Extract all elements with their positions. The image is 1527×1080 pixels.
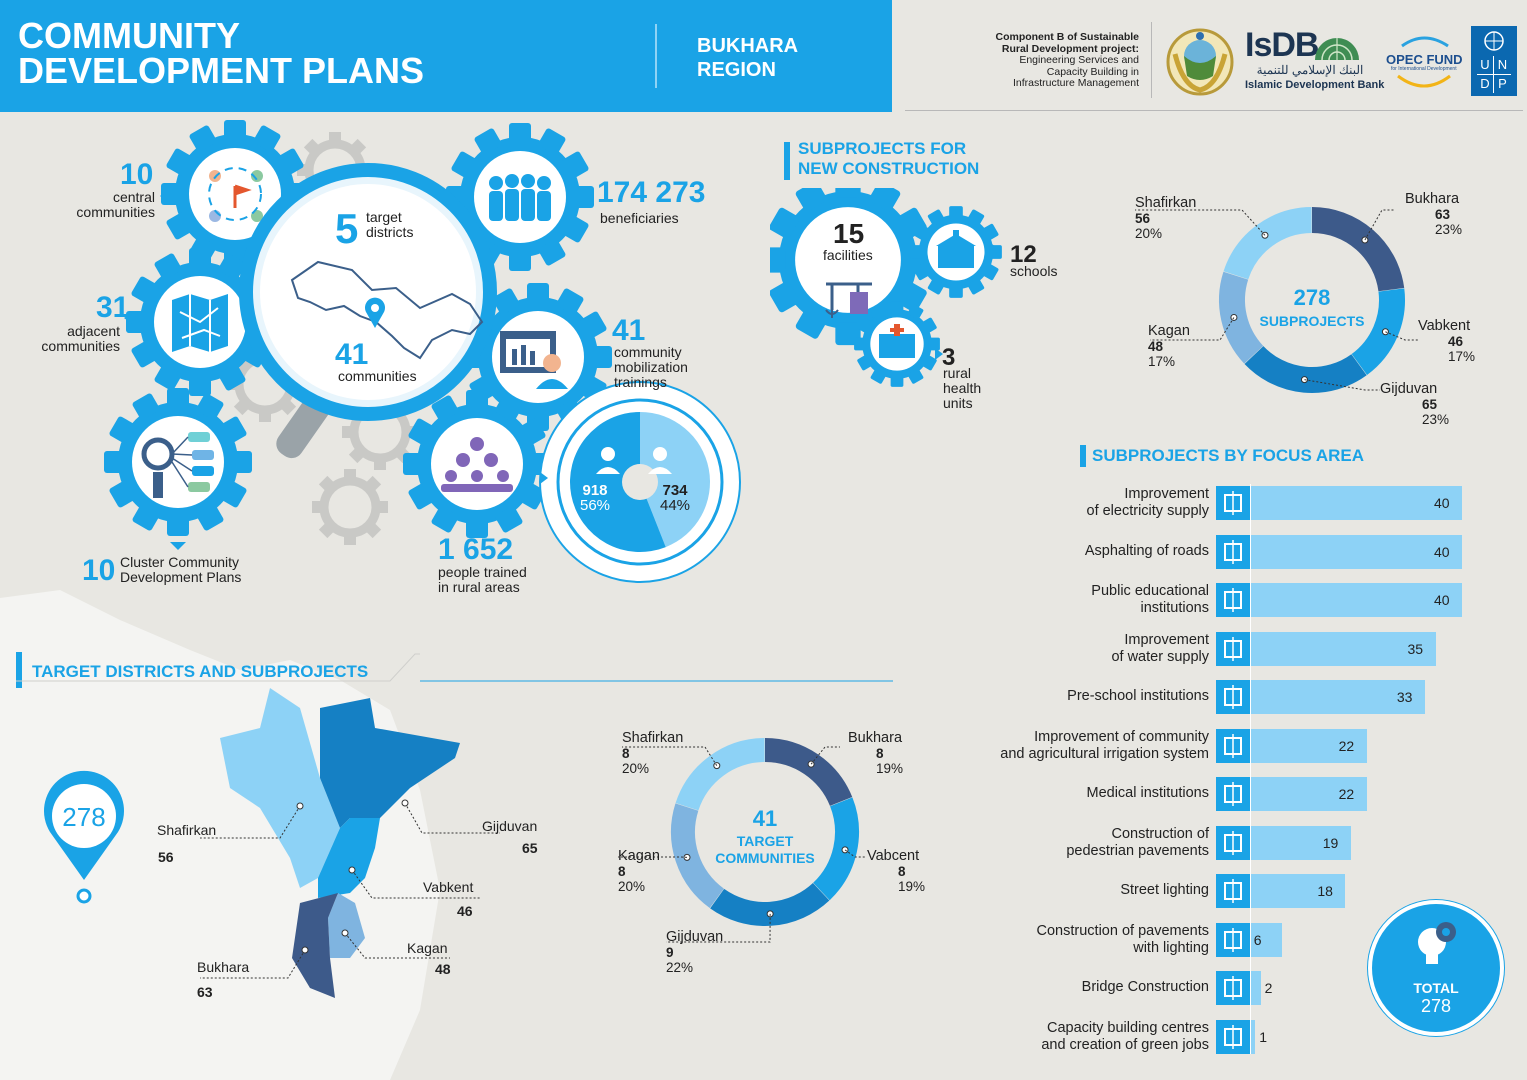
schools-label: schools (1010, 263, 1058, 279)
focus-bar-label-line: institutions (1140, 600, 1209, 616)
donut-segment-bukhara (765, 750, 841, 801)
donut-value: 46 (1448, 334, 1464, 349)
lit-pavement-icon (1216, 923, 1250, 957)
slide-icon (1216, 680, 1250, 714)
donut-percent: 20% (1135, 226, 1163, 241)
gender-split-gear (540, 382, 740, 582)
focus-bar-label (1067, 688, 1209, 705)
donut-center-value: 41 (752, 806, 778, 831)
section-marker (1080, 445, 1086, 467)
training-center-icon (1216, 1020, 1250, 1054)
focus-bar-label (1111, 632, 1209, 666)
isdb-full-name: Islamic Development Bank (1245, 79, 1385, 91)
undp-letters: U N D P (1477, 56, 1511, 92)
map-value-vabkent: 46 (457, 903, 473, 919)
isdb-logo-text: IsDB (1245, 26, 1319, 64)
pedestrian-icon (1216, 826, 1250, 860)
focus-bar-label (1066, 826, 1209, 860)
donut-marker (842, 847, 848, 853)
central-communities-label: central communities (76, 189, 155, 220)
focus-bar-label-line: pedestrian pavements (1066, 842, 1209, 859)
target-districts-label: target districts (366, 209, 414, 240)
communities-label: communities (338, 368, 417, 384)
total-location-pin-icon (40, 770, 130, 910)
focus-bar-value: 2 (1264, 980, 1273, 996)
donut-value: 65 (1422, 397, 1438, 412)
bar-chart-axis (1250, 484, 1251, 1054)
donut-segment-kagan (683, 807, 717, 898)
focus-bar-label (1000, 729, 1209, 763)
donut-segment-vabcent (821, 802, 847, 892)
map-label-vabkent: Vabkent (423, 879, 474, 895)
focus-bar-label-line: Construction of pavements (1036, 922, 1209, 939)
hospital-icon (1216, 777, 1250, 811)
decorative-gear-icon (312, 469, 388, 545)
donut-value: 8 (618, 864, 626, 879)
donut-label-vabkent: Vabkent (1418, 318, 1471, 334)
men-trained-value: 918 56% (580, 482, 611, 514)
donut-marker (808, 761, 814, 767)
donut-label-gijduvan: Gijduvan (666, 929, 724, 945)
adjacent-communities-count: 31 (96, 291, 130, 324)
focus-bar-value: 1 (1259, 1028, 1268, 1045)
focus-bar-value: 6 (1253, 931, 1262, 948)
donut-label-shafirkan: Shafirkan (1135, 195, 1197, 211)
focus-bar-label (1120, 882, 1209, 899)
donut-percent: 19% (898, 879, 926, 894)
bridge-icon (1216, 971, 1250, 1005)
isdb-dome-icon (1312, 24, 1362, 64)
uzbekistan-emblem-icon (1163, 26, 1237, 98)
region-title: BUKHARA REGION (697, 35, 799, 81)
road-icon (1216, 535, 1250, 569)
beneficiaries-count: 174 273 (597, 176, 706, 209)
donut-value: 8 (622, 746, 630, 761)
donut-percent: 19% (876, 761, 904, 776)
focus-bar-label (1091, 583, 1209, 617)
focus-bar-value: 40 (1434, 543, 1450, 560)
donut-value: 9 (666, 945, 674, 960)
facilities-label: facilities (823, 247, 873, 263)
focus-bar-label (1085, 543, 1209, 560)
focus-bar-label (1087, 486, 1210, 520)
focus-bar-label-line: Construction of (1111, 825, 1209, 842)
donut-segment-shafirkan (687, 750, 765, 807)
focus-bar-label-line: Pre-school institutions (1067, 688, 1209, 704)
target-districts-title: TARGET DISTRICTS AND SUBPROJECTS (32, 662, 369, 681)
total-value: 278 (1420, 996, 1452, 1016)
focus-bar (1250, 583, 1462, 617)
focus-bar-label-line: Improvement (1124, 486, 1209, 502)
cluster-plans-label: Cluster Community Development Plans (120, 554, 242, 585)
focus-bar-value: 33 (1396, 689, 1413, 705)
undp-logo (1471, 26, 1517, 96)
focus-bar-label (1037, 923, 1209, 957)
central-communities-count: 10 (120, 158, 154, 191)
cluster-plans-count: 10 (82, 554, 116, 587)
focus-bar-label-line: and agricultural irrigation system (1000, 745, 1209, 762)
donut-center-label: TARGET (736, 833, 794, 849)
focus-bar-label-line: Bridge Construction (1081, 979, 1209, 995)
focus-bar-value: 40 (1434, 592, 1450, 608)
component-description: Component B of Sustainable Rural Development project: Engineering Services and Capacity Building in Infrastructure Management (995, 31, 1139, 89)
target-districts-count: 5 (335, 205, 359, 252)
focus-bar-value: 22 (1338, 786, 1355, 802)
rural-health-units-label: rural health units (943, 365, 982, 411)
rural-health-units-count: 3 (942, 344, 956, 371)
focus-bar-label-line: Medical institutions (1086, 785, 1209, 801)
donut-center-value: 278 (1293, 285, 1331, 310)
total-subprojects-pin-value: 278 (62, 802, 106, 832)
district-gijduvan (320, 698, 460, 828)
map-label-kagan: Kagan (407, 940, 448, 956)
focus-bar-label-line: with lighting (1133, 939, 1209, 956)
map-label-bukhara: Bukhara (197, 959, 250, 975)
trained-people-label: people trained in rural areas (438, 564, 527, 595)
donut-value: 8 (876, 746, 884, 761)
arrow-icon (170, 542, 186, 550)
map-label-gijduvan: Gijduvan (482, 818, 538, 834)
subprojects-by-district-donut (1120, 185, 1510, 435)
total-badge (1368, 900, 1504, 1036)
focus-bar-label-line: of water supply (1111, 648, 1209, 665)
map-value-kagan: 48 (435, 961, 451, 977)
focus-bar-label-line: and creation of green jobs (1041, 1036, 1209, 1053)
focus-bar (1250, 486, 1462, 520)
total-label: TOTAL (1413, 980, 1459, 996)
focus-bar-value: 19 (1322, 834, 1339, 851)
donut-label-vabcent: Vabcent (867, 848, 920, 864)
new-construction-title: SUBPROJECTS FOR NEW CONSTRUCTION (798, 139, 980, 178)
focus-bar-label-line: of electricity supply (1086, 503, 1209, 519)
focus-bar (1250, 535, 1462, 569)
trained-people-count: 1 652 (438, 533, 514, 566)
focus-bar-label-line: Asphalting of roads (1084, 542, 1209, 559)
donut-percent: 17% (1148, 354, 1176, 369)
donut-label-kagan: Kagan (1148, 323, 1190, 339)
beneficiaries-label: beneficiaries (600, 210, 679, 226)
donut-percent: 17% (1448, 349, 1476, 364)
donut-segment-bukhara (1312, 220, 1391, 290)
section-marker (784, 142, 790, 180)
isdb-arabic-name: البنك الإسلامي للتنمية (1256, 63, 1364, 77)
women-trained-value: 734 44% (660, 482, 691, 514)
schools-count: 12 (1010, 241, 1037, 268)
focus-bar-label-line: Improvement of community (1034, 728, 1209, 745)
lightning-icon (1216, 486, 1250, 520)
page-title: COMMUNITY DEVELOPMENT PLANS (18, 15, 425, 91)
donut-value: 63 (1435, 207, 1451, 222)
focus-bar-label-line: Capacity building centres (1046, 1019, 1209, 1036)
header-divider (655, 24, 657, 88)
donut-percent: 20% (618, 879, 646, 894)
donut-label-bukhara: Bukhara (848, 730, 903, 746)
focus-bar-value: 40 (1434, 495, 1450, 511)
woman-icon (648, 447, 672, 474)
communities-count: 41 (335, 338, 369, 371)
map-icon (172, 294, 228, 352)
trainings-count: 41 (612, 314, 646, 347)
focus-bar-label (1082, 979, 1209, 996)
donut-segment-gijduvan (1254, 355, 1359, 380)
adjacent-communities-label: adjacent communities (41, 323, 120, 354)
focus-bar-label-line: Improvement (1124, 631, 1209, 648)
man-woman-icons (590, 440, 690, 480)
donut-percent: 23% (1435, 222, 1463, 237)
trainings-label: community mobilization trainings (614, 344, 688, 390)
focus-bar-label (1087, 785, 1210, 802)
street-light-icon (1216, 874, 1250, 908)
opec-arc-icon (1390, 26, 1460, 94)
facilities-count: 15 (833, 218, 865, 249)
donut-marker (1301, 377, 1307, 383)
opec-fund-subtitle: for International Development (1391, 66, 1457, 72)
map-value-bukhara: 63 (197, 984, 213, 1000)
donut-value: 8 (898, 864, 906, 879)
focus-bar (1250, 971, 1261, 1005)
donut-segment-shafirkan (1236, 220, 1312, 275)
map-value-shafirkan: 56 (158, 849, 174, 865)
opec-fund-logo-text: OPEC FUND (1386, 52, 1463, 67)
donut-label-bukhara: Bukhara (1405, 191, 1460, 207)
logo-divider (1151, 22, 1152, 98)
un-wreath-icon (1481, 29, 1507, 53)
focus-bar-label-line: Street lighting (1120, 882, 1209, 898)
donut-center-label: COMMUNITIES (715, 850, 815, 866)
faucet-icon (1216, 632, 1250, 666)
focus-bar-label (1041, 1020, 1209, 1054)
donut-value: 48 (1148, 339, 1164, 354)
header-underline (905, 110, 1523, 111)
focus-bar-value: 35 (1407, 640, 1424, 657)
donut-center-label: SUBPROJECTS (1259, 313, 1365, 329)
man-icon (596, 447, 620, 474)
donut-marker (1362, 237, 1368, 243)
map-label-shafirkan: Shafirkan (157, 822, 217, 838)
donut-label-shafirkan: Shafirkan (622, 730, 684, 746)
donut-value: 56 (1135, 211, 1151, 226)
focus-bar-label-line: Public educational (1091, 583, 1209, 599)
focus-bar-value: 18 (1317, 883, 1333, 899)
donut-percent: 23% (1422, 412, 1450, 427)
focus-bar-value: 22 (1338, 737, 1355, 754)
donut-percent: 20% (622, 761, 650, 776)
lightbulb-gear-icon (1408, 916, 1464, 972)
focus-area-title: SUBPROJECTS BY FOCUS AREA (1092, 446, 1365, 465)
donut-label-gijduvan: Gijduvan (1380, 381, 1438, 397)
school-icon (1216, 583, 1250, 617)
donut-percent: 22% (666, 960, 694, 975)
communities-by-district-donut (610, 725, 940, 985)
donut-label-kagan: Kagan (618, 848, 660, 864)
irrigation-icon (1216, 729, 1250, 763)
map-value-gijduvan: 65 (522, 840, 538, 856)
